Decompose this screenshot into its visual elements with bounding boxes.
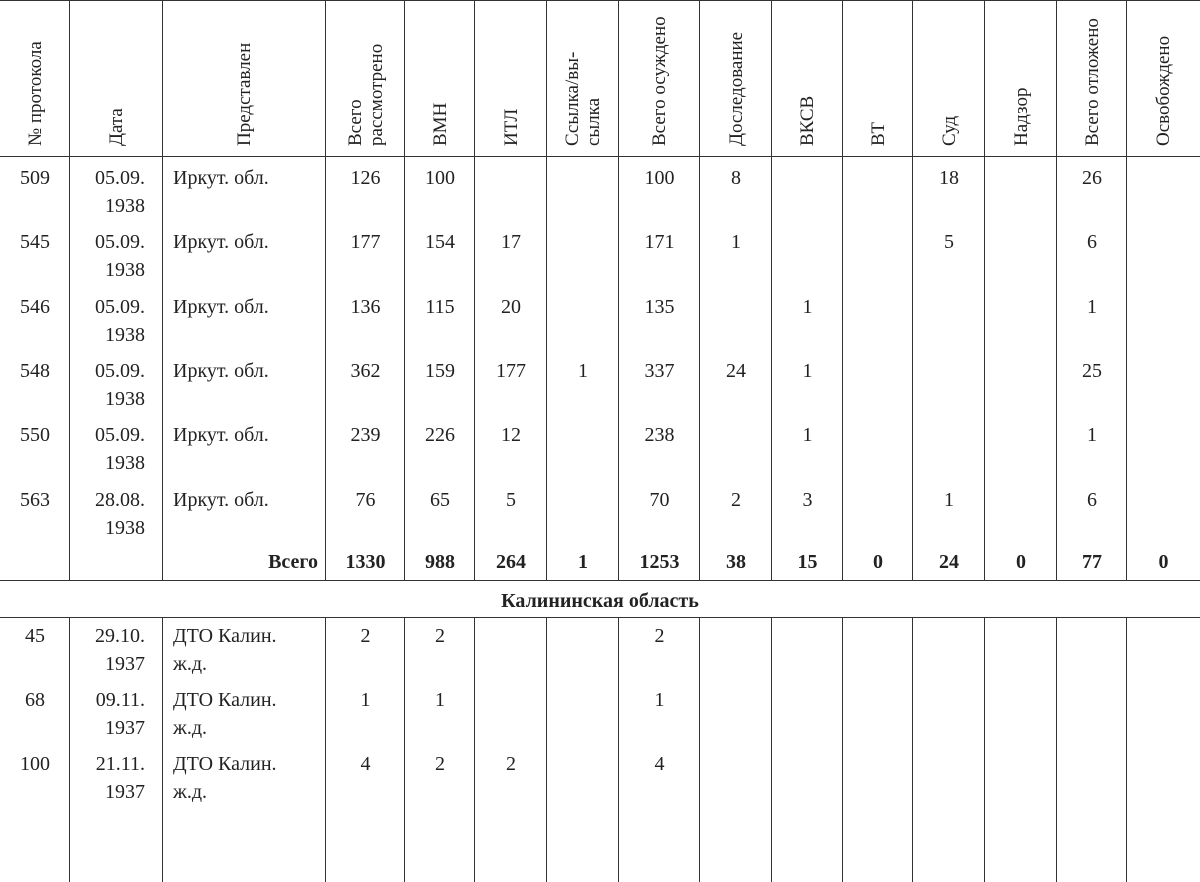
table-cell: 05.09. 1938 <box>95 424 145 475</box>
region-title: Калининская область <box>501 590 699 612</box>
table-cell: 05.09. 1938 <box>95 295 145 346</box>
table-cell: 6 <box>1087 231 1097 254</box>
total-value: 1253 <box>639 551 680 573</box>
table-cell: 509 <box>20 167 50 189</box>
table-cell: Иркут. обл. <box>173 231 269 254</box>
table-cell: 136 <box>350 295 381 318</box>
table-cell: Иркут. обл. <box>173 359 269 382</box>
total-value: 988 <box>425 551 455 573</box>
column-divider <box>162 0 163 580</box>
column-header: Всего отложено <box>1081 18 1103 146</box>
column-divider <box>1126 617 1127 882</box>
table-cell: 563 <box>20 488 50 511</box>
table-cell: 337 <box>644 359 675 382</box>
column-header: ИТЛ <box>500 108 522 146</box>
column-divider <box>1056 617 1057 882</box>
table-cell: 05.09. 1938 <box>95 167 145 217</box>
column-header: ВКСВ <box>797 95 818 146</box>
total-value: 38 <box>726 551 746 573</box>
column-header: № протокола <box>24 41 46 146</box>
table-cell: 177 <box>496 359 526 382</box>
column-header: Представлен <box>234 42 255 146</box>
table-cell: 76 <box>355 488 376 511</box>
table-cell: 28.08. 1938 <box>95 488 145 539</box>
table-cell: 1 <box>654 689 665 711</box>
table-cell: ДТО Калин. ж.д. <box>173 753 277 803</box>
table-cell: ДТО Калин. ж.д. <box>173 689 277 739</box>
total-value: 15 <box>797 551 818 573</box>
table-cell: Иркут. обл. <box>173 295 269 318</box>
total-value: 0 <box>1158 551 1169 573</box>
column-header: Ссылка/вы- сылка <box>562 51 604 146</box>
table-cell: 135 <box>644 295 675 318</box>
table-cell: 2 <box>360 625 371 647</box>
table-cell: 2 <box>506 753 516 775</box>
table-cell: 4 <box>360 753 371 775</box>
table-cell: 159 <box>425 359 455 382</box>
table-cell: 126 <box>350 167 381 189</box>
table-cell: 1 <box>802 295 813 318</box>
table-cell: 18 <box>939 167 959 189</box>
table-cell: Иркут. обл. <box>173 167 269 189</box>
table-cell: 2 <box>435 625 445 647</box>
table-cell: Иркут. обл. <box>173 424 269 447</box>
column-header: Освобождено <box>1153 35 1174 146</box>
total-value: 1330 <box>345 551 386 573</box>
table-cell: 26 <box>1082 167 1102 189</box>
column-divider <box>771 617 772 882</box>
table-cell: 1 <box>802 424 813 447</box>
column-divider <box>984 617 985 882</box>
column-divider <box>842 617 843 882</box>
table-cell: 177 <box>350 231 381 254</box>
table-cell: 1 <box>802 359 813 382</box>
total-value: 1 <box>578 551 588 573</box>
total-value: 0 <box>873 551 883 573</box>
column-header: Доследование <box>725 31 747 146</box>
table-cell: 1 <box>360 689 371 711</box>
table-cell: 238 <box>644 424 675 447</box>
table-cell: 548 <box>20 359 50 382</box>
table-cell: 1 <box>435 689 445 711</box>
table-cell: 545 <box>20 231 50 254</box>
table-cell: 17 <box>501 231 521 254</box>
table-cell: 21.11. 1937 <box>95 753 145 803</box>
total-value: 264 <box>496 551 526 573</box>
table-cell: 09.11. 1937 <box>95 689 145 739</box>
table-cell: 4 <box>654 753 665 775</box>
region-bottom-border <box>0 617 1200 618</box>
table-cell: 70 <box>649 488 670 511</box>
table-cell: 100 <box>425 167 455 189</box>
table-cell: 100 <box>644 167 675 189</box>
totals-bottom-border <box>0 580 1200 581</box>
table-cell: 115 <box>425 295 455 318</box>
column-header: Надзор <box>1010 87 1032 146</box>
table-cell: 65 <box>430 488 450 511</box>
column-header: Суд <box>938 115 960 146</box>
table-cell: 1 <box>944 488 954 511</box>
table-cell: 8 <box>731 167 741 189</box>
table-cell: 20 <box>501 295 521 318</box>
table-cell: 1 <box>731 231 741 254</box>
total-label: Всего <box>268 551 318 573</box>
total-value: 0 <box>1016 551 1026 573</box>
table-cell: 2 <box>654 625 665 647</box>
table-cell: 362 <box>350 359 381 382</box>
table-cell: 68 <box>25 689 45 711</box>
table-cell: 1 <box>1087 295 1097 318</box>
table-cell: 546 <box>20 295 50 318</box>
table-cell: 12 <box>501 424 521 447</box>
table-cell: 6 <box>1087 488 1097 511</box>
total-value: 24 <box>939 551 959 573</box>
column-divider <box>912 617 913 882</box>
table-cell: 2 <box>435 753 445 775</box>
column-header: ВТ <box>867 121 889 146</box>
header-top-border <box>0 0 1200 1</box>
table-cell: 5 <box>506 488 516 511</box>
column-header: ВМН <box>429 102 451 146</box>
table-cell: 05.09. 1938 <box>95 231 145 282</box>
column-header: Дата <box>106 108 127 146</box>
table-cell: 239 <box>350 424 381 447</box>
column-header: Всего осуждено <box>649 16 670 146</box>
column-divider <box>162 617 163 882</box>
table-cell: 100 <box>20 753 50 775</box>
table-cell: 3 <box>802 488 813 511</box>
table-cell: 226 <box>425 424 455 447</box>
header-bottom-border <box>0 156 1200 157</box>
table-cell: ДТО Калин. ж.д. <box>173 625 277 675</box>
table-cell: 154 <box>425 231 455 254</box>
table-cell: 1 <box>1087 424 1097 447</box>
table-cell: 5 <box>944 231 954 254</box>
total-value: 77 <box>1082 551 1102 573</box>
table-cell: 05.09. 1938 <box>95 359 145 410</box>
table-cell: 29.10. 1937 <box>95 625 145 675</box>
table-cell: Иркут. обл. <box>173 488 269 511</box>
table-cell: 45 <box>25 625 45 647</box>
table-cell: 550 <box>20 424 50 447</box>
table-cell: 1 <box>578 359 588 382</box>
column-header: Всего рассмотрено <box>344 43 387 146</box>
table-cell: 25 <box>1082 359 1102 382</box>
table-cell: 2 <box>731 488 741 511</box>
table-cell: 171 <box>644 231 675 254</box>
table-cell: 24 <box>726 359 746 382</box>
